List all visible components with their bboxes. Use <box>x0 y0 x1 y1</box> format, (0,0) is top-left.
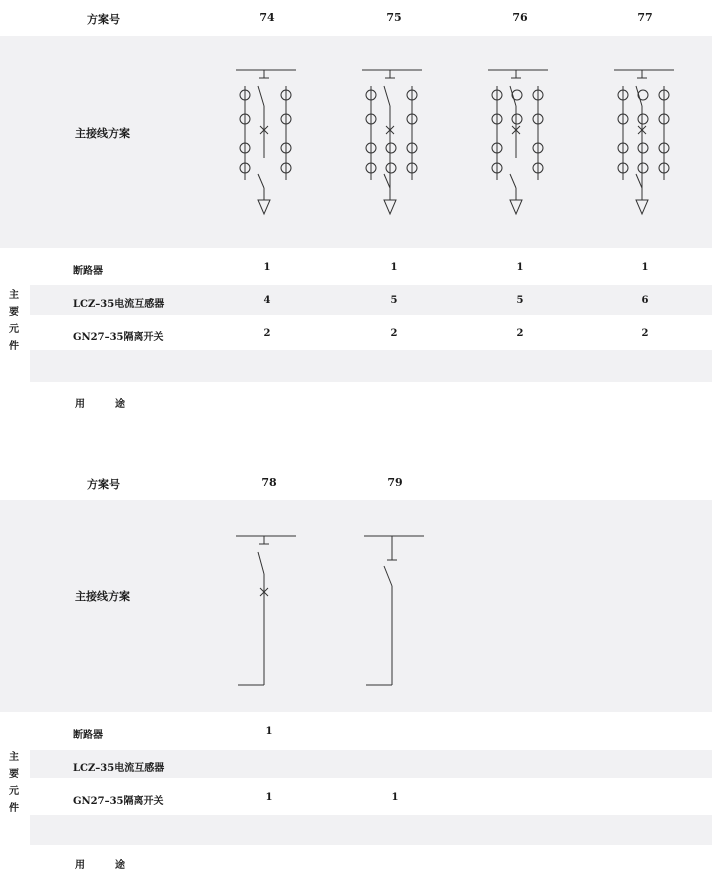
scheme-number: 74 <box>259 11 275 24</box>
row-label-breaker: 断路器 <box>73 730 103 741</box>
scheme-number: 79 <box>387 476 403 489</box>
scheme-number: 77 <box>637 11 653 24</box>
row-value: 1 <box>516 262 524 273</box>
top-row-band-4 <box>30 350 712 382</box>
row-value: 1 <box>263 262 271 273</box>
row-label-breaker: 断路器 <box>73 266 103 277</box>
row-value: 2 <box>516 328 524 339</box>
row-value: 2 <box>263 328 271 339</box>
row-value: 1 <box>391 792 399 803</box>
row-label-current-transformer: LCZ–35电流互感器 <box>73 299 165 310</box>
usage-label: 用 途 <box>75 860 125 871</box>
wiring-diagram-79 <box>362 528 426 693</box>
wiring-diagram-75 <box>360 62 424 222</box>
bottom-row-band-4 <box>30 815 712 845</box>
row-value: 4 <box>263 295 271 306</box>
wiring-diagram-77 <box>612 62 676 222</box>
main-wiring-label: 主接线方案 <box>75 127 130 140</box>
row-value: 5 <box>516 295 524 306</box>
main-wiring-label: 主接线方案 <box>75 590 130 603</box>
usage-label: 用 途 <box>75 399 125 410</box>
top-diagram-band <box>0 36 712 248</box>
row-value: 6 <box>641 295 649 306</box>
bottom-diagram-band <box>0 500 712 712</box>
scheme-number: 75 <box>386 11 402 24</box>
row-label-isolating-switch: GN27–35隔离开关 <box>73 332 164 343</box>
main-components-group-label: 主 要 元 件 <box>9 752 19 814</box>
wiring-diagram-74 <box>234 62 298 222</box>
row-value: 2 <box>641 328 649 339</box>
wiring-diagram-76 <box>486 62 550 222</box>
main-components-group-label: 主 要 元 件 <box>9 290 19 352</box>
scheme-number-header: 方案号 <box>87 478 120 491</box>
row-value: 2 <box>390 328 398 339</box>
scheme-number: 76 <box>512 11 528 24</box>
row-label-isolating-switch: GN27–35隔离开关 <box>73 796 164 807</box>
scheme-number: 78 <box>261 476 277 489</box>
scheme-number-header: 方案号 <box>87 13 120 26</box>
row-value: 1 <box>265 726 273 737</box>
row-value: 1 <box>265 792 273 803</box>
row-value: 1 <box>641 262 649 273</box>
wiring-diagram-78 <box>234 528 298 693</box>
row-value: 1 <box>390 262 398 273</box>
row-value: 5 <box>390 295 398 306</box>
row-label-current-transformer: LCZ–35电流互感器 <box>73 763 165 774</box>
